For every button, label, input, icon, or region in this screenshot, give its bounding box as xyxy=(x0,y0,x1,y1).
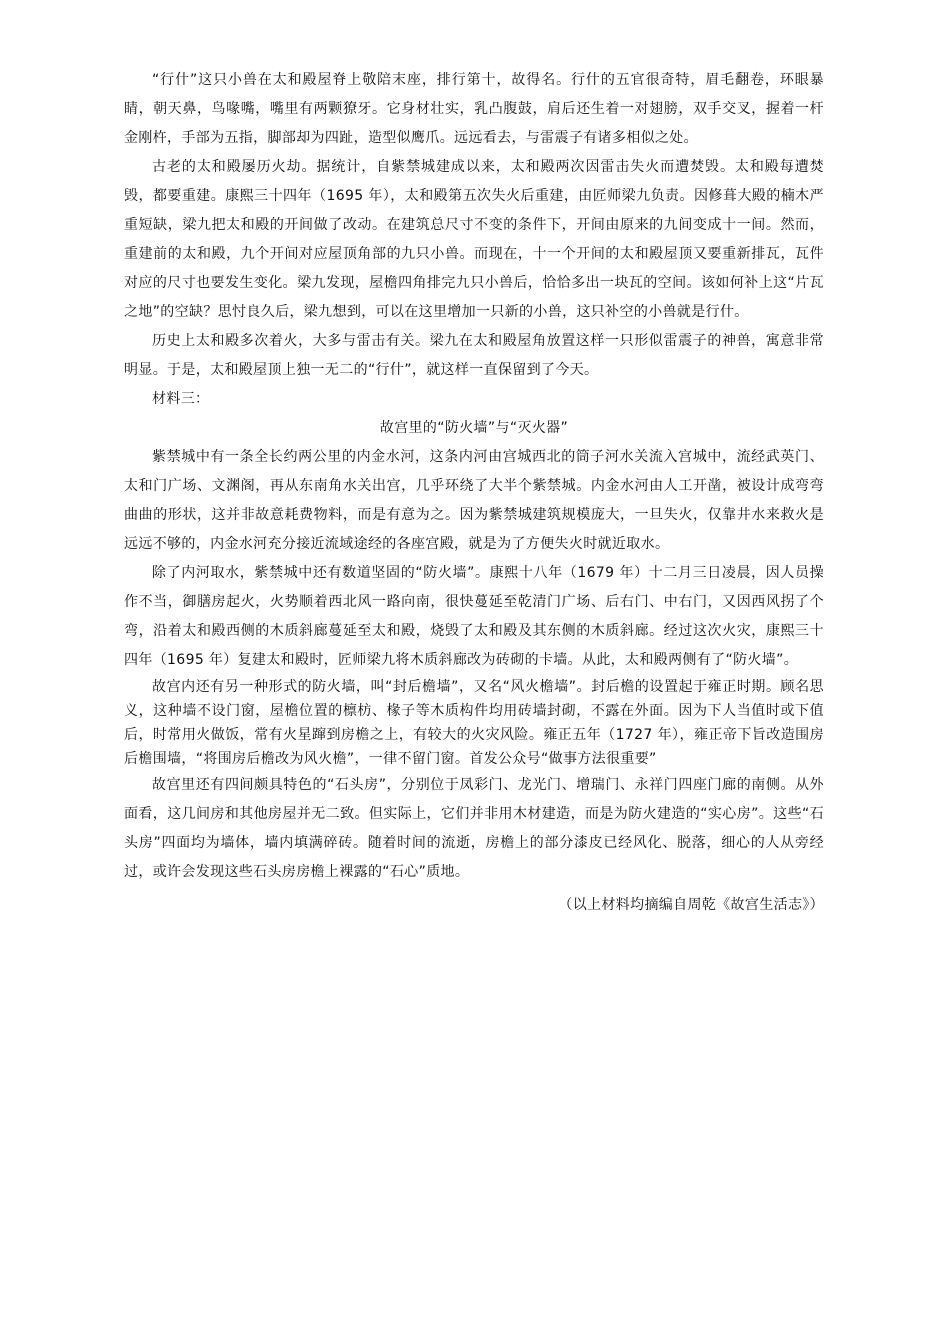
paragraph-inner-jinshui-river: 紫禁城中有一条全长约两公里的内金水河，这条内河由宫城西北的筒子河水关流入宫城中，流经武英门、太和门广场、文渊阁，再从东南角水关出宫，几乎环绕了大半个紫禁城。内金水河由人工开凿，被设计成弯弯曲曲的形状，这并非故意耗费物料，而是有意为之。因为紫禁城建筑规模庞大，一旦失火，仅靠井水来救火是远远不够的，内金水河充分接近流域途经的各座宫殿，就是为了方便失火时就近取水。 xyxy=(124,449,824,552)
paragraph-fire-history: 古老的太和殿屡历火劫。据统计，自紫禁城建成以来，太和殿两次因雷击失火而遭焚毁。太和殿每遭焚毁，都要重建。康熙三十四年（1695 年），太和殿第五次失火后重建，由匠师梁九负责。因修葺大殿的楠木严重短缺，梁九把太和殿的开间做了改动。在建筑总尺寸不变的条件下，开间由原来的九间变成十一间。然而，重建前的太和殿，九个开间对应屋顶角部的九只小兽。而现在，十一个开间的太和殿屋顶又要重新排瓦，瓦件对应的尺寸也要发生变化。梁九发现，屋檐四角排完九只小兽后，恰恰多出一块瓦的空间。该如何补上这“片瓦之地”的空缺？思忖良久后，梁九想到，可以在这里增加一只新的小兽，这只补空的小兽就是行什。 xyxy=(124,159,824,320)
material-three-label: 材料三： xyxy=(152,391,210,407)
paragraph-fenghou-eave-wall: 故宫内还有另一种形式的防火墙，叫“封后檐墙”，又名“风火檐墙”。封后檐的设置起于雍正时期。顾名思义，这种墙不设门窗，屋檐位置的檩枋、椽子等木质构件均用砖墙封砌，不露在外面。因为下人当值时或下值后，时常用火做饭，常有火星蹿到房檐之上，有较大的火灾风险。雍正五年（1727 年），雍正帝下旨改造围房后檐围墙，“将围房后檐改为风火檐”，一律不留门窗。首发公众号“做事方法很重要” xyxy=(124,679,824,767)
document-page xyxy=(124,66,824,920)
material-three-title: 故宫里的“防火墙”与“灭火器” xyxy=(379,420,569,436)
source-citation: （以上材料均摘编自周乾《故宫生活志》） xyxy=(558,897,824,913)
paragraph-stone-houses: 故宫里还有四间颇具特色的“石头房”，分别位于凤彩门、龙光门、增瑞门、永祥门四座门廊的南侧。从外面看，这几间房和其他房屋并无二致。但实际上，它们并非用木材建造，而是为防火建造的“实心房”。这些“石头房”四面均为墙体，墙内填满碎砖。随着时间的流逝，房檐上的部分漆皮已经风化、脱落，细心的人从旁经过，或许会发现这些石头房房檐上裸露的“石心”质地。 xyxy=(124,777,824,880)
paragraph-lightning-meaning: 历史上太和殿多次着火，大多与雷击有关。梁九在太和殿屋角放置这样一只形似雷震子的神兽，寓意非常明显。于是，太和殿屋顶上独一无二的“行什”，就这样一直保留到了今天。 xyxy=(124,333,824,378)
paragraph-xingshi-description: “行什”这只小兽在太和殿屋脊上敬陪末座，排行第十，故得名。行什的五官很奇特，眉毛翻卷，环眼暴睛，朝天鼻，鸟喙嘴，嘴里有两颗獠牙。它身材壮实，乳凸腹鼓，肩后还生着一对翅膀，双手交叉，握着一杆金刚杵，手部为五指，脚部却为四趾，造型似鹰爪。远远看去，与雷震子有诸多相似之处。 xyxy=(124,72,824,146)
paragraph-firewall-kangxi: 除了内河取水，紫禁城中还有数道坚固的“防火墙”。康熙十八年（1679 年）十二月三日凌晨，因人员操作不当，御膳房起火，火势顺着西北风一路向南，很快蔓延至乾清门广场、后右门、中右门，又因西风拐了个弯，沿着太和殿西侧的木质斜廊蔓延至太和殿，烧毁了太和殿及其东侧的木质斜廊。经过这次火灾，康熙三十四年（1695 年）复建太和殿时，匠师梁九将木质斜廊改为砖砌的卡墙。从此，太和殿两侧有了“防火墙”。 xyxy=(124,565,824,668)
